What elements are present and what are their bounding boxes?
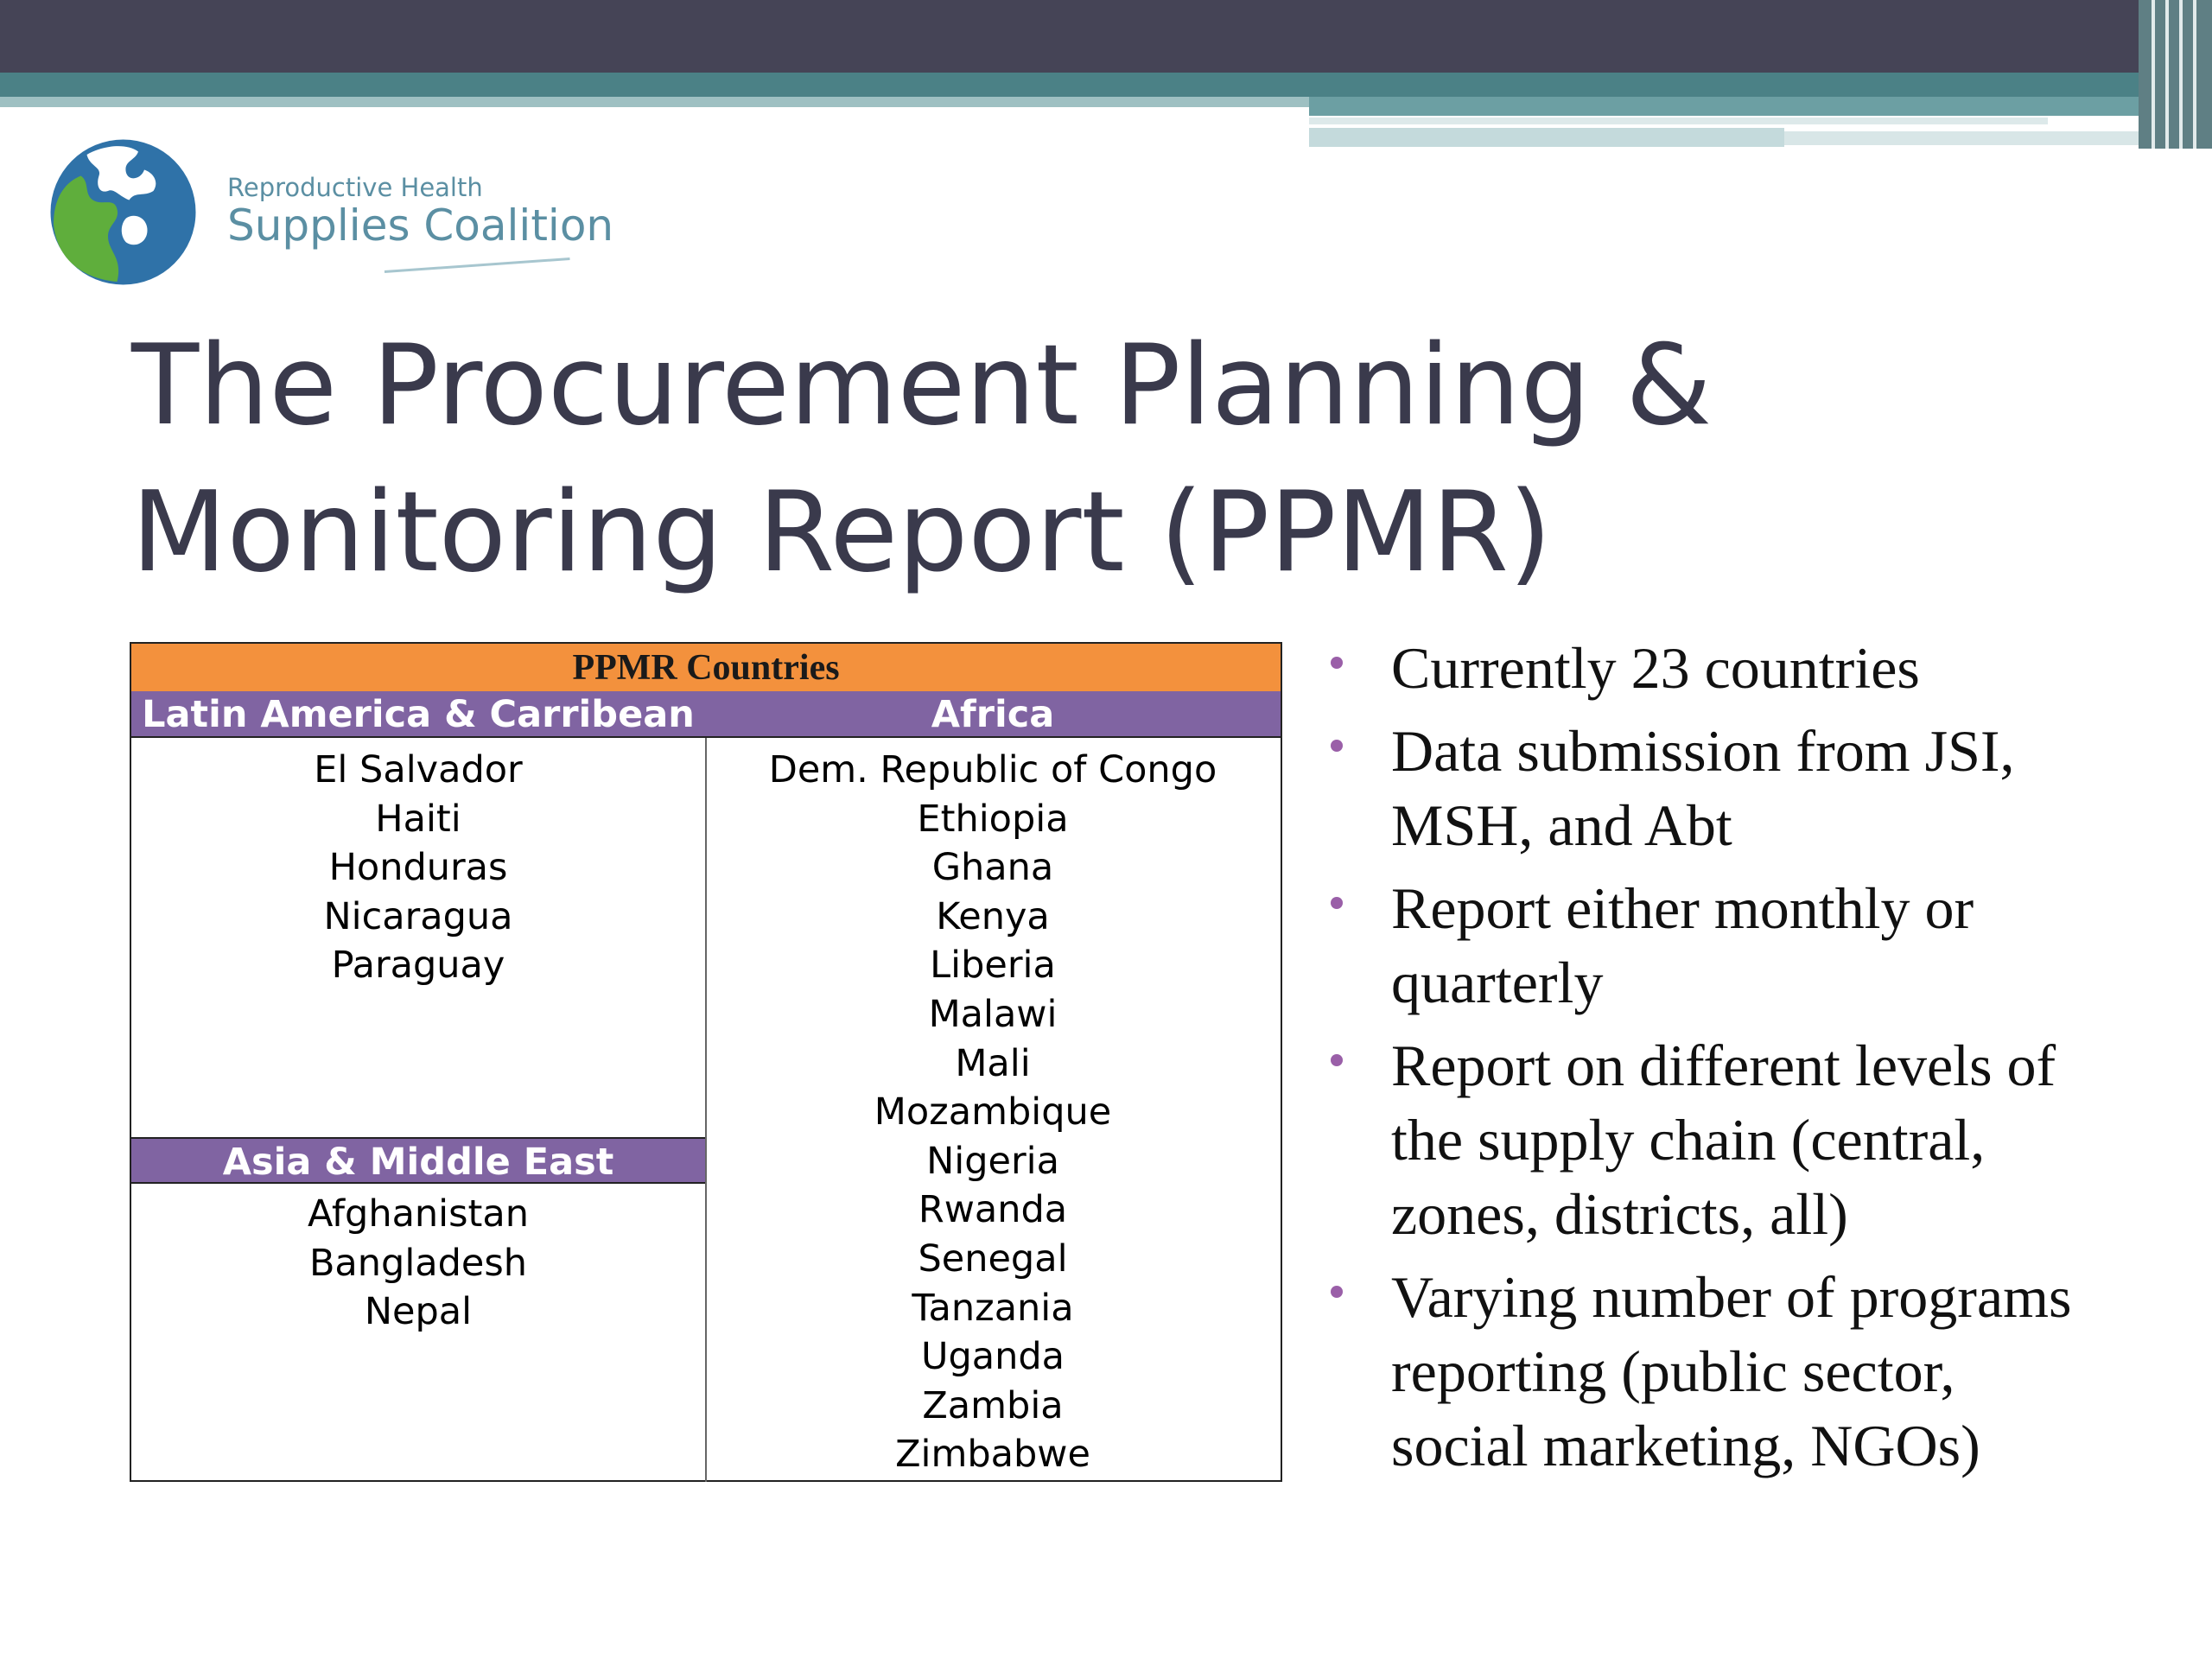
logo-underline xyxy=(385,257,570,273)
list-item: Kenya xyxy=(936,894,1050,938)
bullet-line: Currently 23 countries xyxy=(1391,635,1920,701)
decor-stripe xyxy=(2165,0,2169,149)
title-line: Monitoring Report (PPMR) xyxy=(131,468,1552,597)
list-item: Tanzania xyxy=(912,1286,1074,1330)
country-list-africa xyxy=(705,746,1281,1479)
bullet-item xyxy=(1331,631,2203,705)
list-item: Haiti xyxy=(375,797,461,841)
bullet-dot-icon xyxy=(1331,740,1343,752)
bullet-list xyxy=(1331,631,2203,1491)
top-right-block xyxy=(2139,0,2212,149)
top-band-teal xyxy=(0,73,2212,97)
bullet-item xyxy=(1331,871,2203,1020)
list-item: Mali xyxy=(955,1041,1031,1085)
bullet-dot-icon xyxy=(1331,657,1343,669)
decor-stripe xyxy=(2179,0,2183,149)
list-item: Bangladesh xyxy=(308,1241,528,1285)
bullet-line: quarterly xyxy=(1391,950,1604,1015)
bullet-item xyxy=(1331,1260,2203,1483)
decor-stripe xyxy=(2152,0,2155,149)
bullet-line: Varying number of programs xyxy=(1391,1264,2072,1330)
country-list-latam xyxy=(131,746,705,990)
bullet-item xyxy=(1331,1028,2203,1251)
list-item: Dem. Republic of Congo xyxy=(768,748,1217,791)
list-item: Nepal xyxy=(364,1290,473,1333)
list-item: Ghana xyxy=(931,846,1054,890)
region-heading-latam: Latin America & Carribean xyxy=(131,691,705,738)
top-band-pale-2 xyxy=(1309,128,1784,147)
list-item: Nicaragua xyxy=(323,894,513,938)
bullet-dot-icon xyxy=(1331,1286,1343,1298)
logo-name: Supplies Coalition xyxy=(227,200,614,251)
list-item: Ethiopia xyxy=(917,797,1069,841)
bullet-dot-icon xyxy=(1331,1054,1343,1066)
bullet-line: Data submission from JSI, xyxy=(1391,718,2015,784)
list-item: Mozambique xyxy=(874,1090,1112,1135)
region-heading-asia: Asia & Middle East xyxy=(131,1137,705,1184)
bullet-line: the supply chain (central, xyxy=(1391,1107,1986,1173)
country-list-asia xyxy=(131,1190,705,1337)
top-band-pale xyxy=(1309,118,2048,124)
top-band-teal-light xyxy=(0,97,1309,107)
slide-title xyxy=(131,313,2119,607)
region-heading-africa: Africa xyxy=(705,691,1281,738)
list-item: Liberia xyxy=(930,944,1056,988)
list-item: Nigeria xyxy=(926,1139,1059,1183)
list-item: El Salvador xyxy=(314,748,523,791)
bullet-item xyxy=(1331,714,2203,862)
bullet-line: MSH, and Abt xyxy=(1391,792,1732,858)
puzzle-globe-logo-icon xyxy=(48,137,199,288)
list-item: Zambia xyxy=(922,1383,1064,1427)
table-header: PPMR Countries xyxy=(131,644,1281,693)
bullet-dot-icon xyxy=(1331,897,1343,909)
bullet-line: social marketing, NGOs) xyxy=(1391,1413,1980,1478)
list-item: Uganda xyxy=(920,1335,1065,1379)
list-item: Senegal xyxy=(918,1236,1068,1281)
list-item: Rwanda xyxy=(918,1188,1068,1232)
list-item: Malawi xyxy=(928,992,1058,1036)
top-band-dark xyxy=(0,0,2212,73)
bullet-line: Report on different levels of xyxy=(1391,1033,2056,1098)
list-item: Zimbabwe xyxy=(895,1433,1090,1477)
list-item: Honduras xyxy=(328,846,508,889)
bullet-line: reporting (public sector, xyxy=(1391,1338,1955,1404)
top-band-teal-mid xyxy=(1309,97,2212,116)
bullet-line: Report either monthly or xyxy=(1391,875,1974,941)
title-line: The Procurement Planning & xyxy=(131,321,1713,450)
decor-stripe xyxy=(2193,0,2196,149)
list-item: Afghanistan xyxy=(308,1192,529,1236)
bullet-line: zones, districts, all) xyxy=(1391,1181,1848,1247)
logo-subtitle: Reproductive Health xyxy=(227,173,483,202)
list-item: Paraguay xyxy=(331,944,505,987)
